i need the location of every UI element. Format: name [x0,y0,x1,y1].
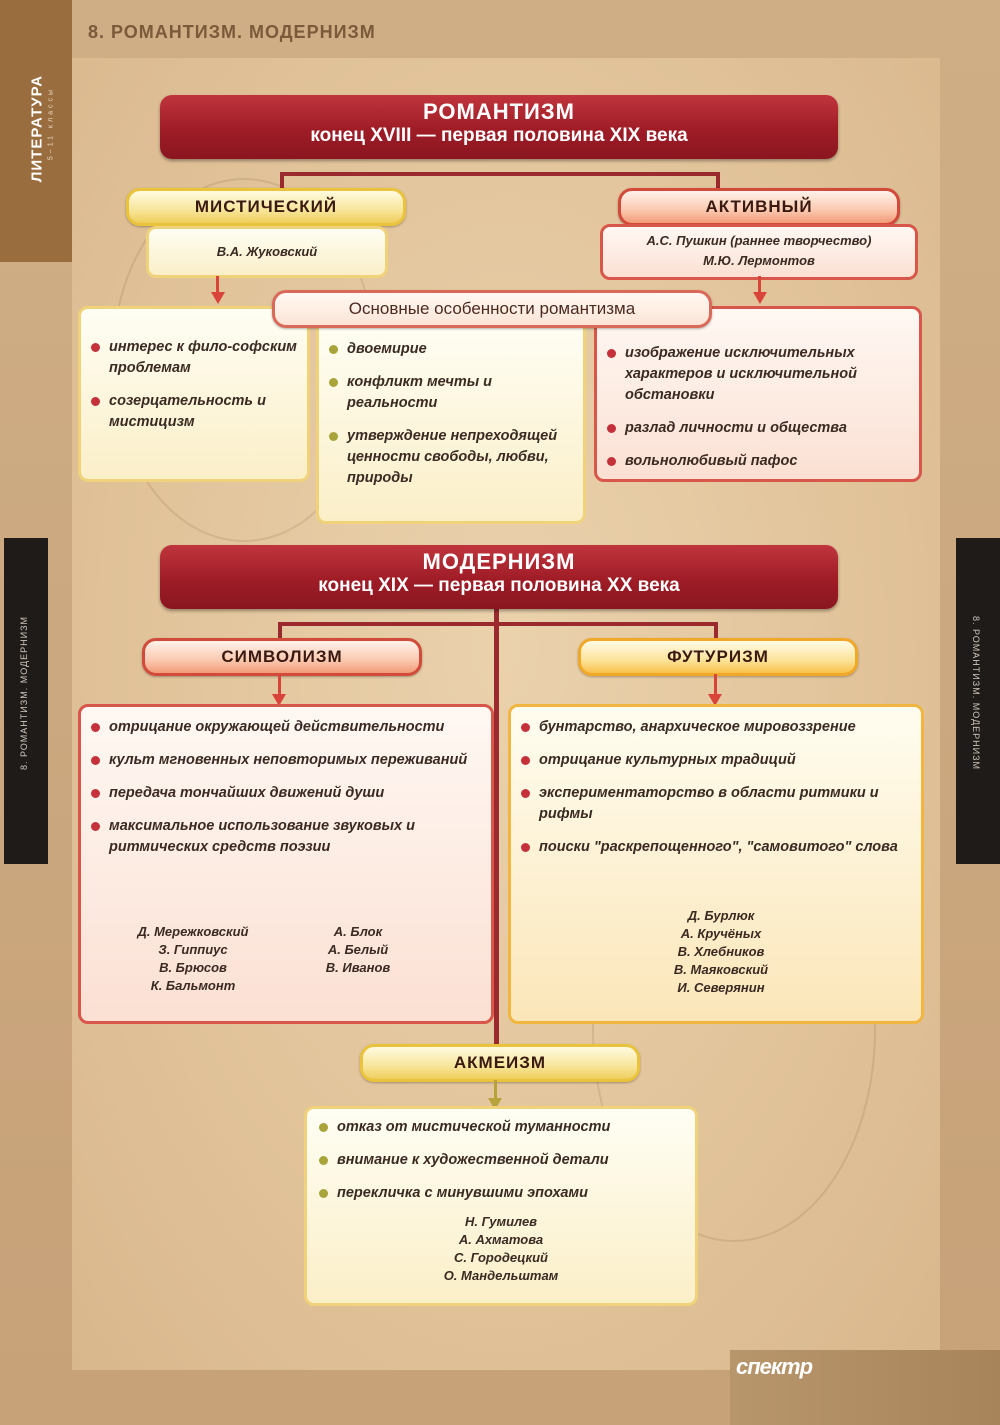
bullet-icon [607,349,616,358]
list-item: бунтарство, анархическое мировоззрение [519,717,913,738]
active-author-1: А.С. Пушкин (раннее творчество) [646,233,872,248]
side-label-left-text: 8. РОМАНТИЗМ. МОДЕРНИЗМ [19,616,29,771]
modernism-banner [160,545,838,609]
connector-line [494,1080,497,1100]
list-item: интерес к фило-софским проблемам [89,337,301,379]
list-item: отрицание окружающей действительности [89,717,483,738]
modernism-period: конец XIX — первая половина XX века [318,575,680,596]
list-item: максимальное использование звуковых и ритмических средств поэзии [89,816,483,858]
mystical-authors: В.А. Жуковский [216,244,318,259]
list-item: изображение исключительных характеров и исключительной обстановки [605,343,911,406]
list-item: перекличка с минувшими эпохами [317,1183,689,1204]
acmeism-label: АКМЕИЗМ [360,1044,640,1082]
acmeism-authors: Н. Гумилев А. Ахматова С. Городецкий О. Мандельштам [443,1214,559,1283]
bullet-icon [91,822,100,831]
list-item: двоемирие [327,339,577,360]
romanticism-center-box [316,318,586,524]
symbolism-label: СИМВОЛИЗМ [142,638,422,676]
bullet-icon [521,789,530,798]
page-title: 8. РОМАНТИЗМ. МОДЕРНИЗМ [88,22,376,42]
active-authors-box [600,224,918,280]
list-item: конфликт мечты и реальности [327,372,577,414]
romanticism-right-box [594,306,922,482]
romanticism-title: РОМАНТИЗМ [423,99,575,124]
romanticism-features-label: Основные особенности романтизма [272,290,712,328]
subject-tab-title: ЛИТЕРАТУРА [28,74,46,183]
bullet-icon [91,343,100,352]
side-label-right [956,538,1000,864]
romanticism-right-list [605,343,911,484]
connector-line [278,622,718,626]
subject-tab [0,0,72,262]
list-item: утверждение непреходящей ценности свободы, любви, природы [327,426,577,489]
acmeism-list [317,1117,689,1216]
bullet-icon [319,1189,328,1198]
romanticism-left-box [78,306,310,482]
romanticism-period: конец XVIII — первая половина XIX века [310,125,688,146]
active-label: АКТИВНЫЙ [618,188,900,226]
bullet-icon [329,432,338,441]
bullet-icon [521,756,530,765]
list-item: вольнолюбивый пафос [605,451,911,472]
list-item: экспериментаторство в области ритмики и рифмы [519,783,913,825]
bullet-icon [91,756,100,765]
symbolism-authors-right: А. Блок А. Белый В. Иванов [325,924,391,975]
futurism-list [519,717,913,870]
modernism-title: МОДЕРНИЗМ [422,549,576,574]
symbolism-authors-left: Д. Мережковский З. Гиппиус В. Брюсов К. Бальмонт [137,924,249,993]
list-item: отрицание культурных традиций [519,750,913,771]
connector-line [278,674,281,696]
side-label-right-text: 8. РОМАНТИЗМ. МОДЕРНИЗМ [971,615,981,770]
list-item: передача тончайших движений души [89,783,483,804]
futurism-box [508,704,924,1024]
connector-line [714,674,717,696]
list-item: культ мгновенных неповторимых переживаний [89,750,483,771]
list-item: отказ от мистической туманности [317,1117,689,1138]
connector-line [494,600,499,1048]
futurism-label: ФУТУРИЗМ [578,638,858,676]
romanticism-banner [160,95,838,159]
romanticism-left-list [89,337,301,445]
bullet-icon [329,378,338,387]
connector-line [216,276,219,294]
bullet-icon [607,457,616,466]
list-item: разлад личности и общества [605,418,911,439]
bullet-icon [91,397,100,406]
symbolism-box [78,704,494,1024]
acmeism-box [304,1106,698,1306]
list-item: поиски "раскрепощенного", "самовитого" слова [519,837,913,858]
bullet-icon [521,843,530,852]
bullet-icon [91,723,100,732]
publisher-logo [730,1350,1000,1425]
bullet-icon [91,789,100,798]
bullet-icon [319,1156,328,1165]
subject-tab-subtitle: 5–11 классы [47,86,55,161]
mystical-label: МИСТИЧЕСКИЙ [126,188,406,226]
mystical-authors-box [146,226,388,278]
bullet-icon [329,345,338,354]
active-author-2: М.Ю. Лермонтов [703,253,815,268]
symbolism-list [89,717,483,870]
list-item: внимание к художественной детали [317,1150,689,1171]
futurism-authors: Д. Бурлюк А. Кручёных В. Хлебников В. Маяковский И. Северянин [673,908,769,995]
connector-line [280,172,720,176]
list-item: созерцательность и мистицизм [89,391,301,433]
connector-line [758,276,761,294]
bullet-icon [319,1123,328,1132]
side-label-left [4,538,48,864]
bullet-icon [607,424,616,433]
romanticism-center-list [327,339,577,501]
publisher-brand: спектр [736,1354,813,1379]
bullet-icon [521,723,530,732]
